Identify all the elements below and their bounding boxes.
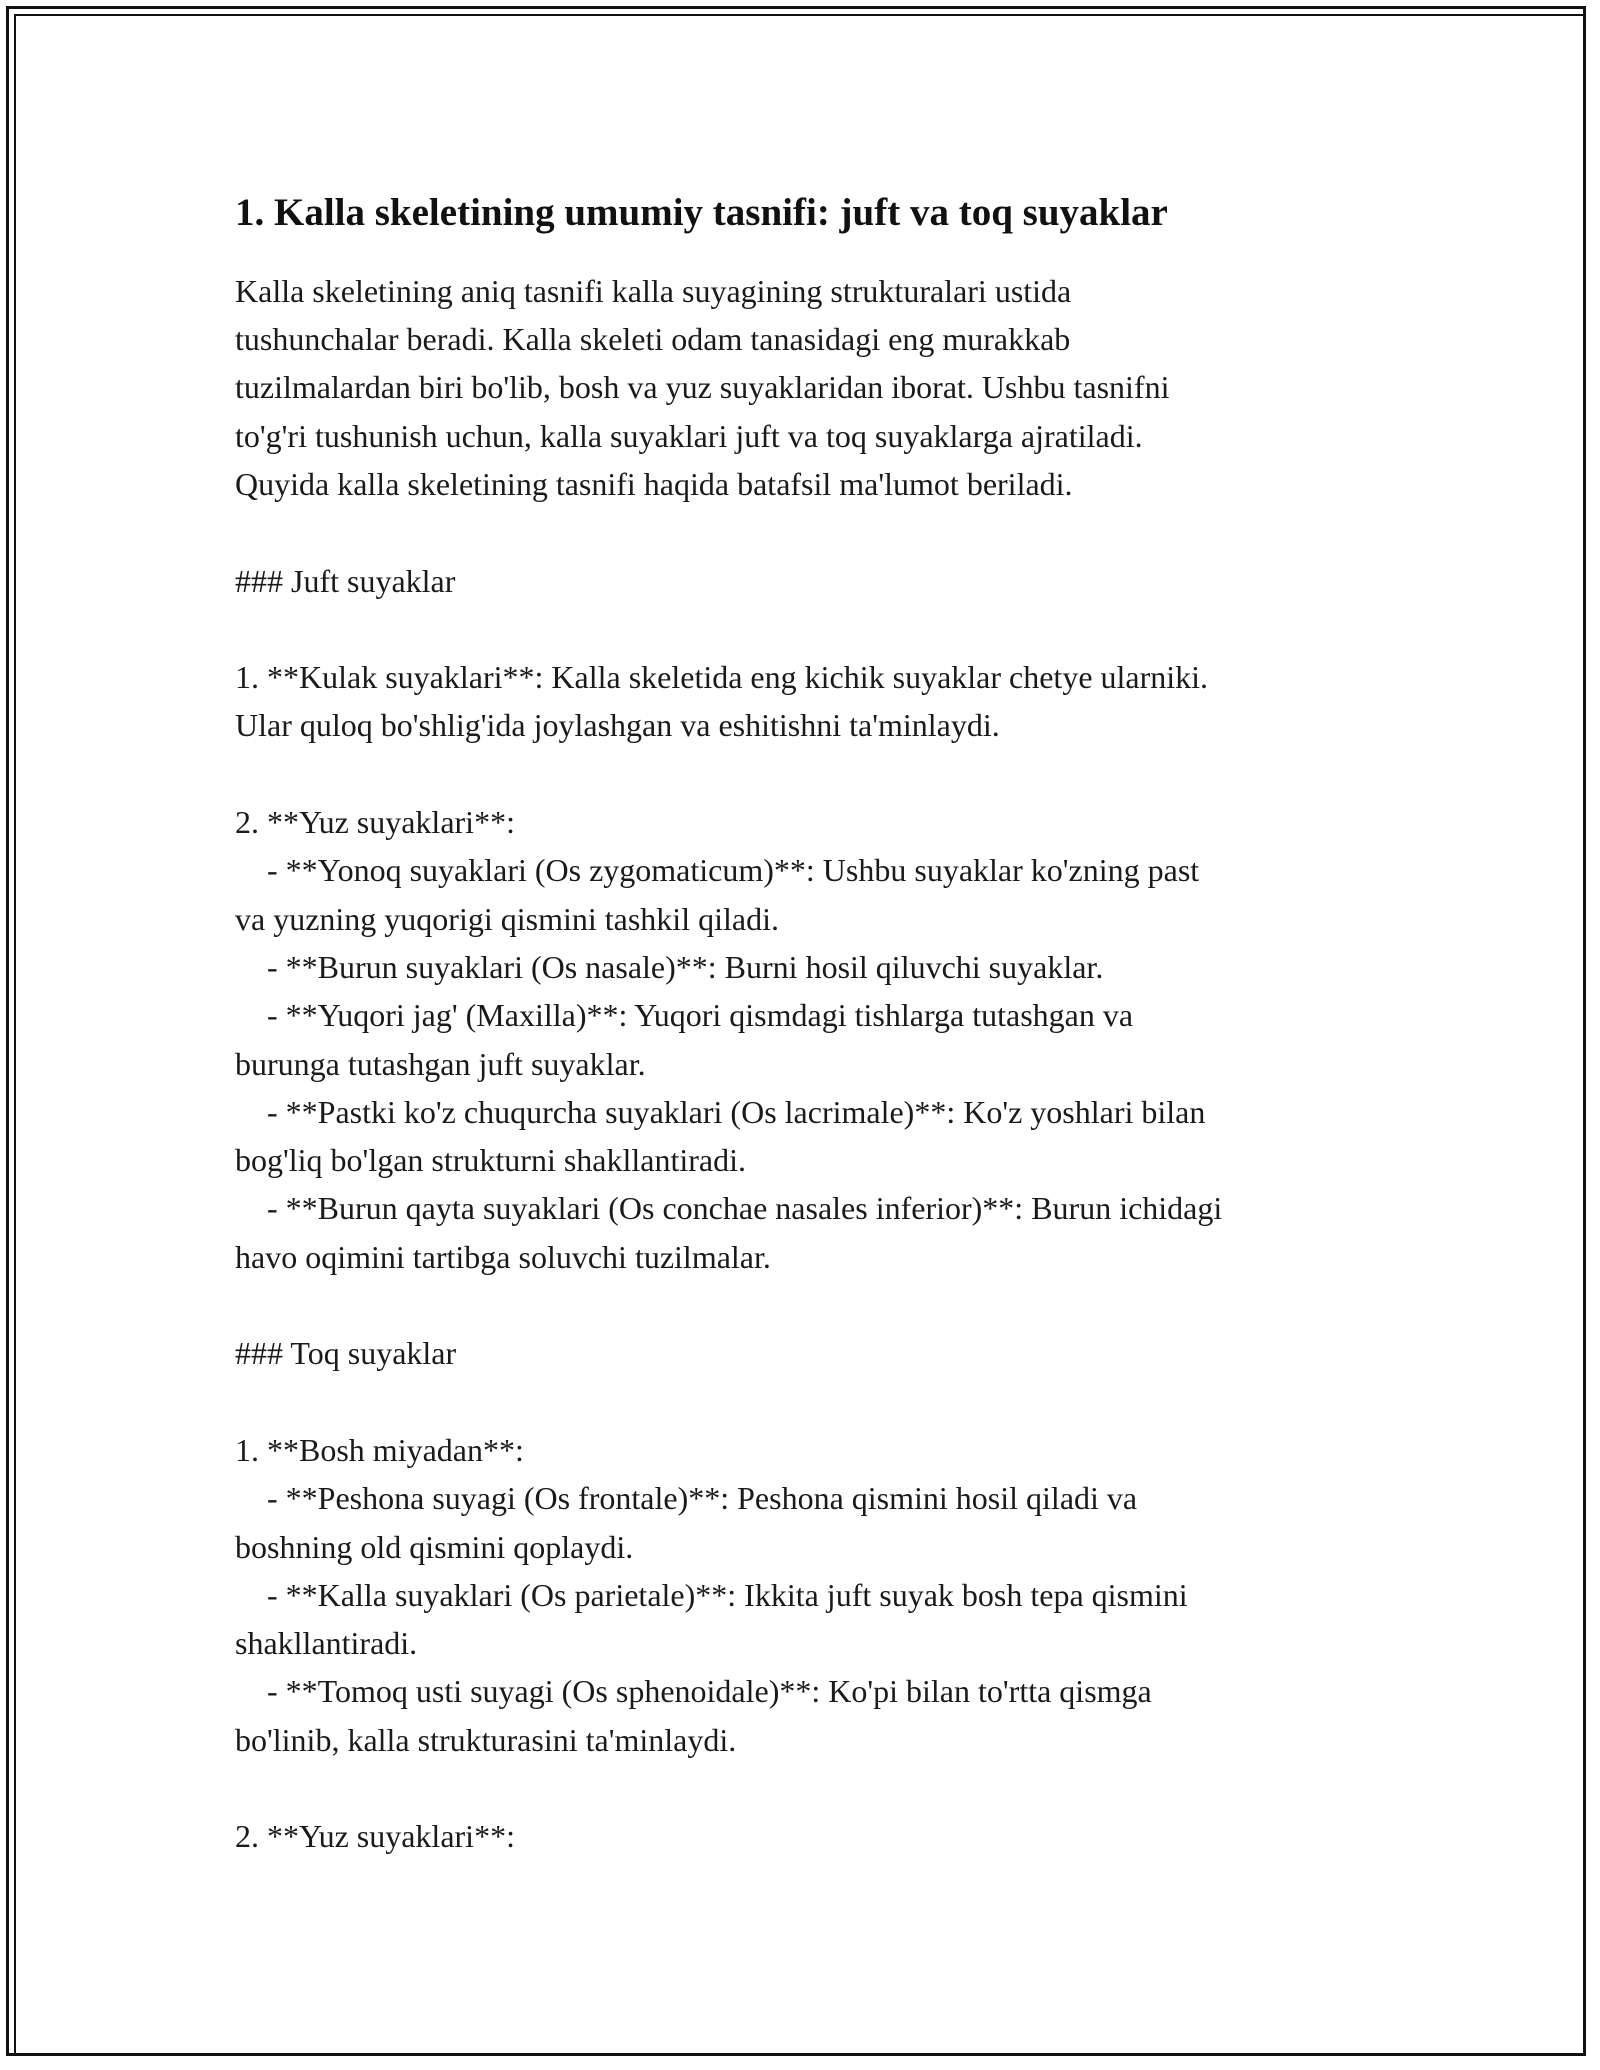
toq-item-2: 2. **Yuz suyaklari**: <box>235 1818 515 1855</box>
toq-section-title: ### Toq suyaklar <box>235 1335 457 1372</box>
spacer <box>235 1281 1395 1329</box>
spacer <box>235 508 1395 556</box>
document-heading: 1. Kalla skeletining umumiy tasnifi: juft va toq suyaklar <box>235 191 1168 234</box>
spacer <box>235 750 1395 798</box>
spacer <box>235 1378 1395 1426</box>
juft-section-title: ### Juft suyaklar <box>235 562 456 599</box>
toq-item-1: 1. **Bosh miyadan**: - **Peshona suyagi (Os frontale)**: Peshona qismini hosil qiladi va boshning old qismini qoplaydi. - **Kalla suyaklari (Os parietale)**: Ikkita juft suyak bosh tepa qismini shakllantiradi. - **Tomoq usti suyagi (Os sphenoidale)**: Ko'pi bilan to'rtta qismga bo'linib, kalla strukturasini ta'minlaydi. <box>235 1431 1188 1758</box>
intro-paragraph: Kalla skeletining aniq tasnifi kalla suyagining strukturalari ustida tushunchalar beradi. Kalla skeleti odam tanasidagi eng murakkab tuzilmalardan biri bo'lib, bosh va yuz suyaklaridan iborat. Ushbu tasnifni to'g'ri tushunish uchun, kalla suyaklari juft va toq suyaklarga ajratiladi. Quyida kalla skeletining tasnifi haqida batafsil ma'lumot beriladi. <box>235 272 1170 502</box>
juft-item-2: 2. **Yuz suyaklari**: - **Yonoq suyaklari (Os zygomaticum)**: Ushbu suyaklar ko'zning past va yuzning yuqorigi qismini tashkil qiladi. - **Burun suyaklari (Os nasale)**: Burni hosil qiluvchi suyaklar. - **Yuqori jag' (Maxilla)**: Yuqori qismdagi tishlarga tutashgan va burunga tutashgan juft suyaklar. - **Pastki ko'z chuqurcha suyaklari (Os lacrimale)**: Ko'z yoshlari bilan bog'liq bo'lgan strukturni shakllantiradi. - **Burun qayta suyaklari (Os conchae nasales inferior)**: Burun ichidagi havo oqimini tartibga soluvchi tuzilmalar. <box>235 804 1223 1275</box>
spacer <box>235 1764 1395 1812</box>
juft-item-1: 1. **Kulak suyaklari**: Kalla skeletida eng kichik suyaklar chetye ularniki. Ular quloq bo'shlig'ida joylashgan va eshitishni ta'minlaydi. <box>235 659 1209 744</box>
spacer <box>235 605 1395 653</box>
document-content <box>235 180 1395 1861</box>
